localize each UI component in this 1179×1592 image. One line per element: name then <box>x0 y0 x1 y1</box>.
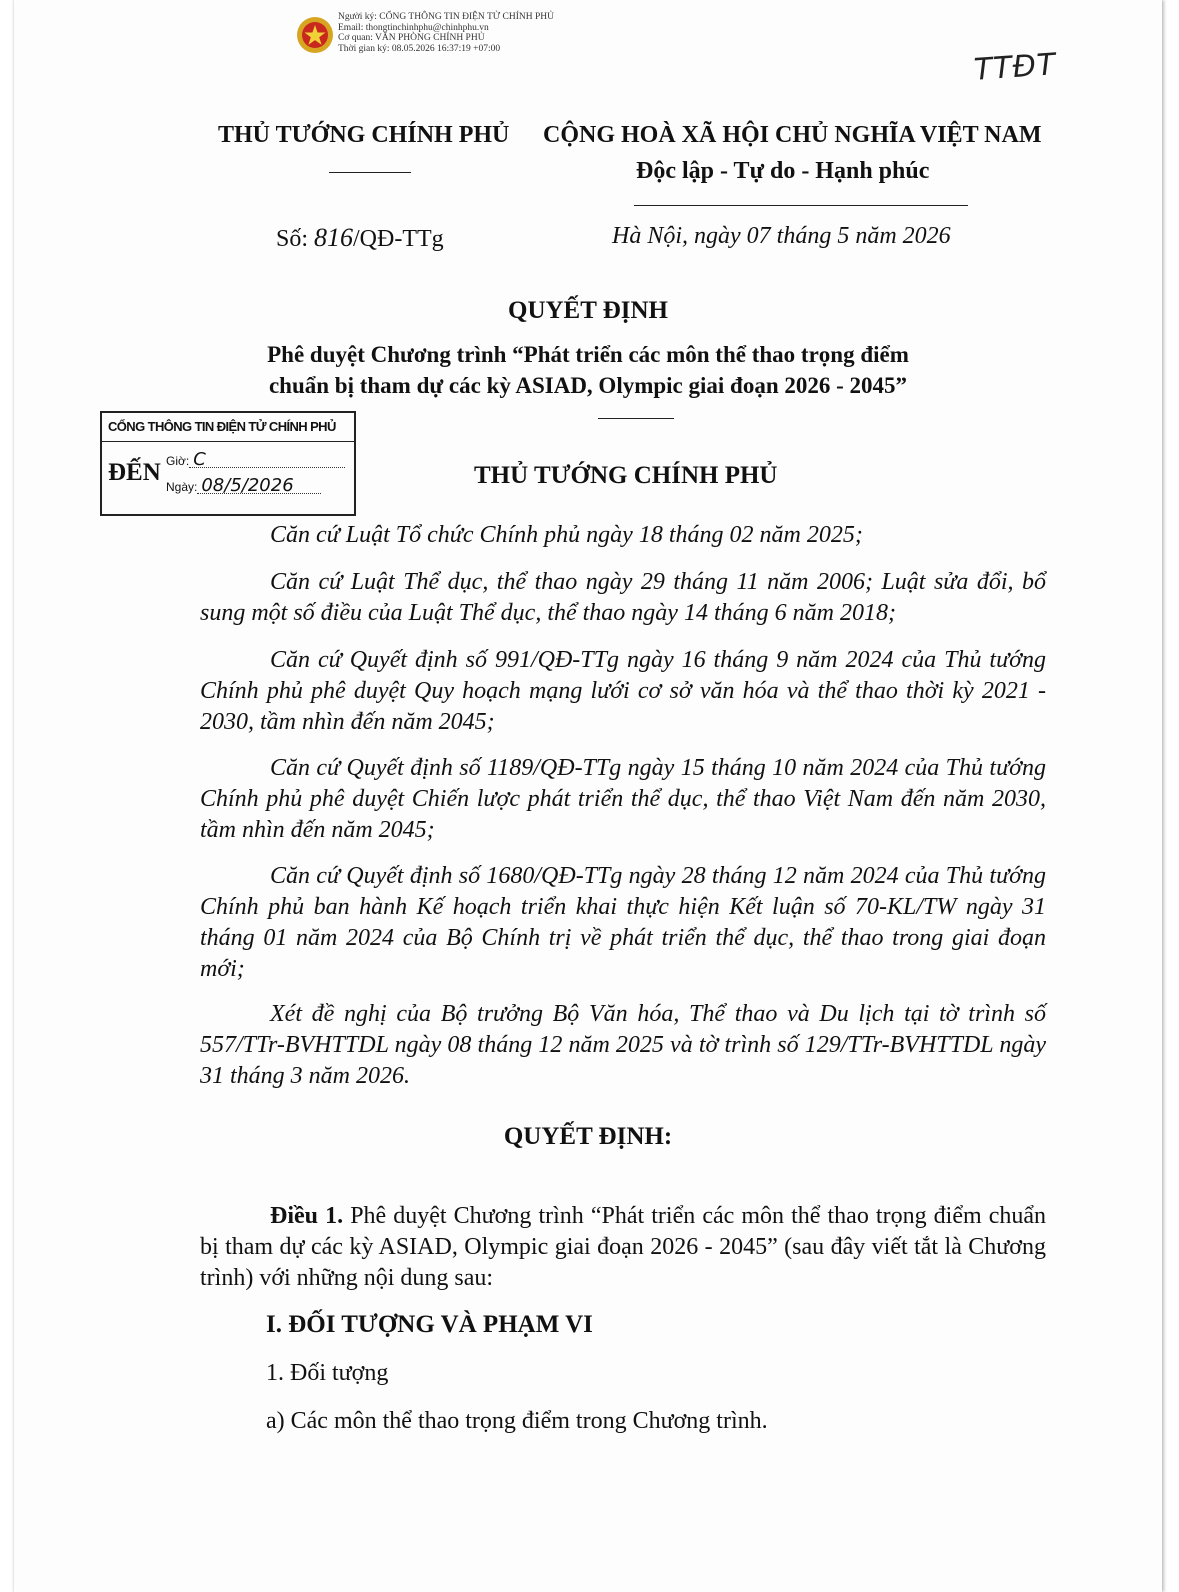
article-1-text: Phê duyệt Chương trình “Phát triển các môn thể thao trọng điểm chuẩn bị tham dự các kỳ ASIAD, Olympic giai đoạn 2026 - 2045” (sau đây viết tắt là Chương trình) với những nội dung sau: <box>200 1203 1047 1291</box>
number-suffix: /QĐ-TTg <box>353 226 444 252</box>
stamp-date-label: Ngày: <box>166 480 198 494</box>
signature-email: Email: thongtinchinhphu@chinhphu.vn <box>338 22 489 33</box>
item-1: 1. Đối tượng <box>266 1360 389 1386</box>
title-underline <box>598 418 674 419</box>
number-prefix: Số: <box>276 226 309 252</box>
preamble-5: Căn cứ Quyết định số 1680/QĐ-TTg ngày 28 tháng 12 năm 2024 của Thủ tướng Chính phủ ban hành Kế hoạch triển khai thực hiện Kết luận số 70-KL/TW ngày 31 tháng 01 năm 2024 của Bộ Chính trị về phát triển thể dục, thể thao trong giai đoạn mới; <box>200 863 1046 982</box>
document-page <box>14 0 1162 1592</box>
signature-agency: Cơ quan: VĂN PHÒNG CHÍNH PHỦ <box>338 33 485 43</box>
state-heading: CỘNG HOÀ XÃ HỘI CHỦ NGHĨA VIỆT NAM <box>543 122 1042 148</box>
stamp-time-value: C <box>189 453 345 468</box>
stamp-den: ĐẾN <box>108 459 161 486</box>
national-emblem-icon <box>296 16 334 54</box>
stamp-time-label: Giờ: <box>166 454 190 468</box>
preamble-6: Xét đề nghị của Bộ trưởng Bộ Văn hóa, Thể thao và Du lịch tại tờ trình số 557/TTr-BVHTTDL ngày 08 tháng 12 năm 2025 và tờ trình số 129/TTr-BVHTTDL ngày 31 tháng 3 năm 2026. <box>200 1001 1046 1089</box>
document-date: Hà Nội, ngày 07 tháng 5 năm 2026 <box>612 223 951 249</box>
authority-heading: THỦ TƯỚNG CHÍNH PHỦ <box>474 462 778 489</box>
section-1-heading: I. ĐỐI TƯỢNG VÀ PHẠM VI <box>266 1311 593 1338</box>
signature-signer: Người ký: CỔNG THÔNG TIN ĐIỆN TỬ CHÍNH PHỦ <box>338 12 554 22</box>
document-subtitle <box>14 339 1162 401</box>
subtitle-line-2: chuẩn bị tham dự các kỳ ASIAD, Olympic giai đoạn 2026 - 2045” <box>268 373 908 398</box>
issuer-underline <box>329 172 411 173</box>
document-title: QUYẾT ĐỊNH <box>508 297 668 324</box>
received-stamp <box>100 411 356 516</box>
stamp-header: CỔNG THÔNG TIN ĐIỆN TỬ CHÍNH PHỦ <box>102 413 354 442</box>
preamble-3: Căn cứ Quyết định số 991/QĐ-TTg ngày 16 tháng 9 năm 2024 của Thủ tướng Chính phủ phê duyệt Quy hoạch mạng lưới cơ sở văn hóa và thể thao thời kỳ 2021 - 2030, tầm nhìn đến năm 2045; <box>200 647 1046 735</box>
stamp-time <box>166 449 345 470</box>
stamp-date-value: 08/5/2026 <box>197 479 321 494</box>
number-value: 816 <box>314 223 354 252</box>
issuer-heading: THỦ TƯỚNG CHÍNH PHỦ <box>218 122 510 148</box>
subtitle-line-1: Phê duyệt Chương trình “Phát triển các môn thể thao trọng điểm <box>267 342 909 367</box>
digital-signature-block <box>296 10 616 62</box>
motto-underline <box>634 205 968 206</box>
preamble-1: Căn cứ Luật Tổ chức Chính phủ ngày 18 tháng 02 năm 2025; <box>270 522 863 548</box>
document-number <box>276 223 444 253</box>
handwritten-mark: TTĐT <box>972 47 1058 88</box>
motto: Độc lập - Tự do - Hạnh phúc <box>636 158 930 184</box>
preamble-4: Căn cứ Quyết định số 1189/QĐ-TTg ngày 15 tháng 10 năm 2024 của Thủ tướng Chính phủ phê duyệt Chiến lược phát triển thể dục, thể thao Việt Nam đến năm 2030, tầm nhìn đến năm 2045; <box>200 755 1046 843</box>
article-1 <box>200 1201 1046 1294</box>
decision-heading: QUYẾT ĐỊNH: <box>503 1123 673 1150</box>
item-a: a) Các môn thể thao trọng điểm trong Chương trình. <box>266 1408 768 1434</box>
preamble-2: Căn cứ Luật Thể dục, thể thao ngày 29 tháng 11 năm 2006; Luật sửa đổi, bổ sung một số điều của Luật Thể dục, thể thao ngày 14 tháng 6 năm 2018; <box>200 569 1046 626</box>
article-1-label: Điều 1. <box>270 1203 344 1229</box>
signature-time: Thời gian ký: 08.05.2026 16:37:19 +07:00 <box>338 43 501 54</box>
stamp-date <box>166 475 321 496</box>
